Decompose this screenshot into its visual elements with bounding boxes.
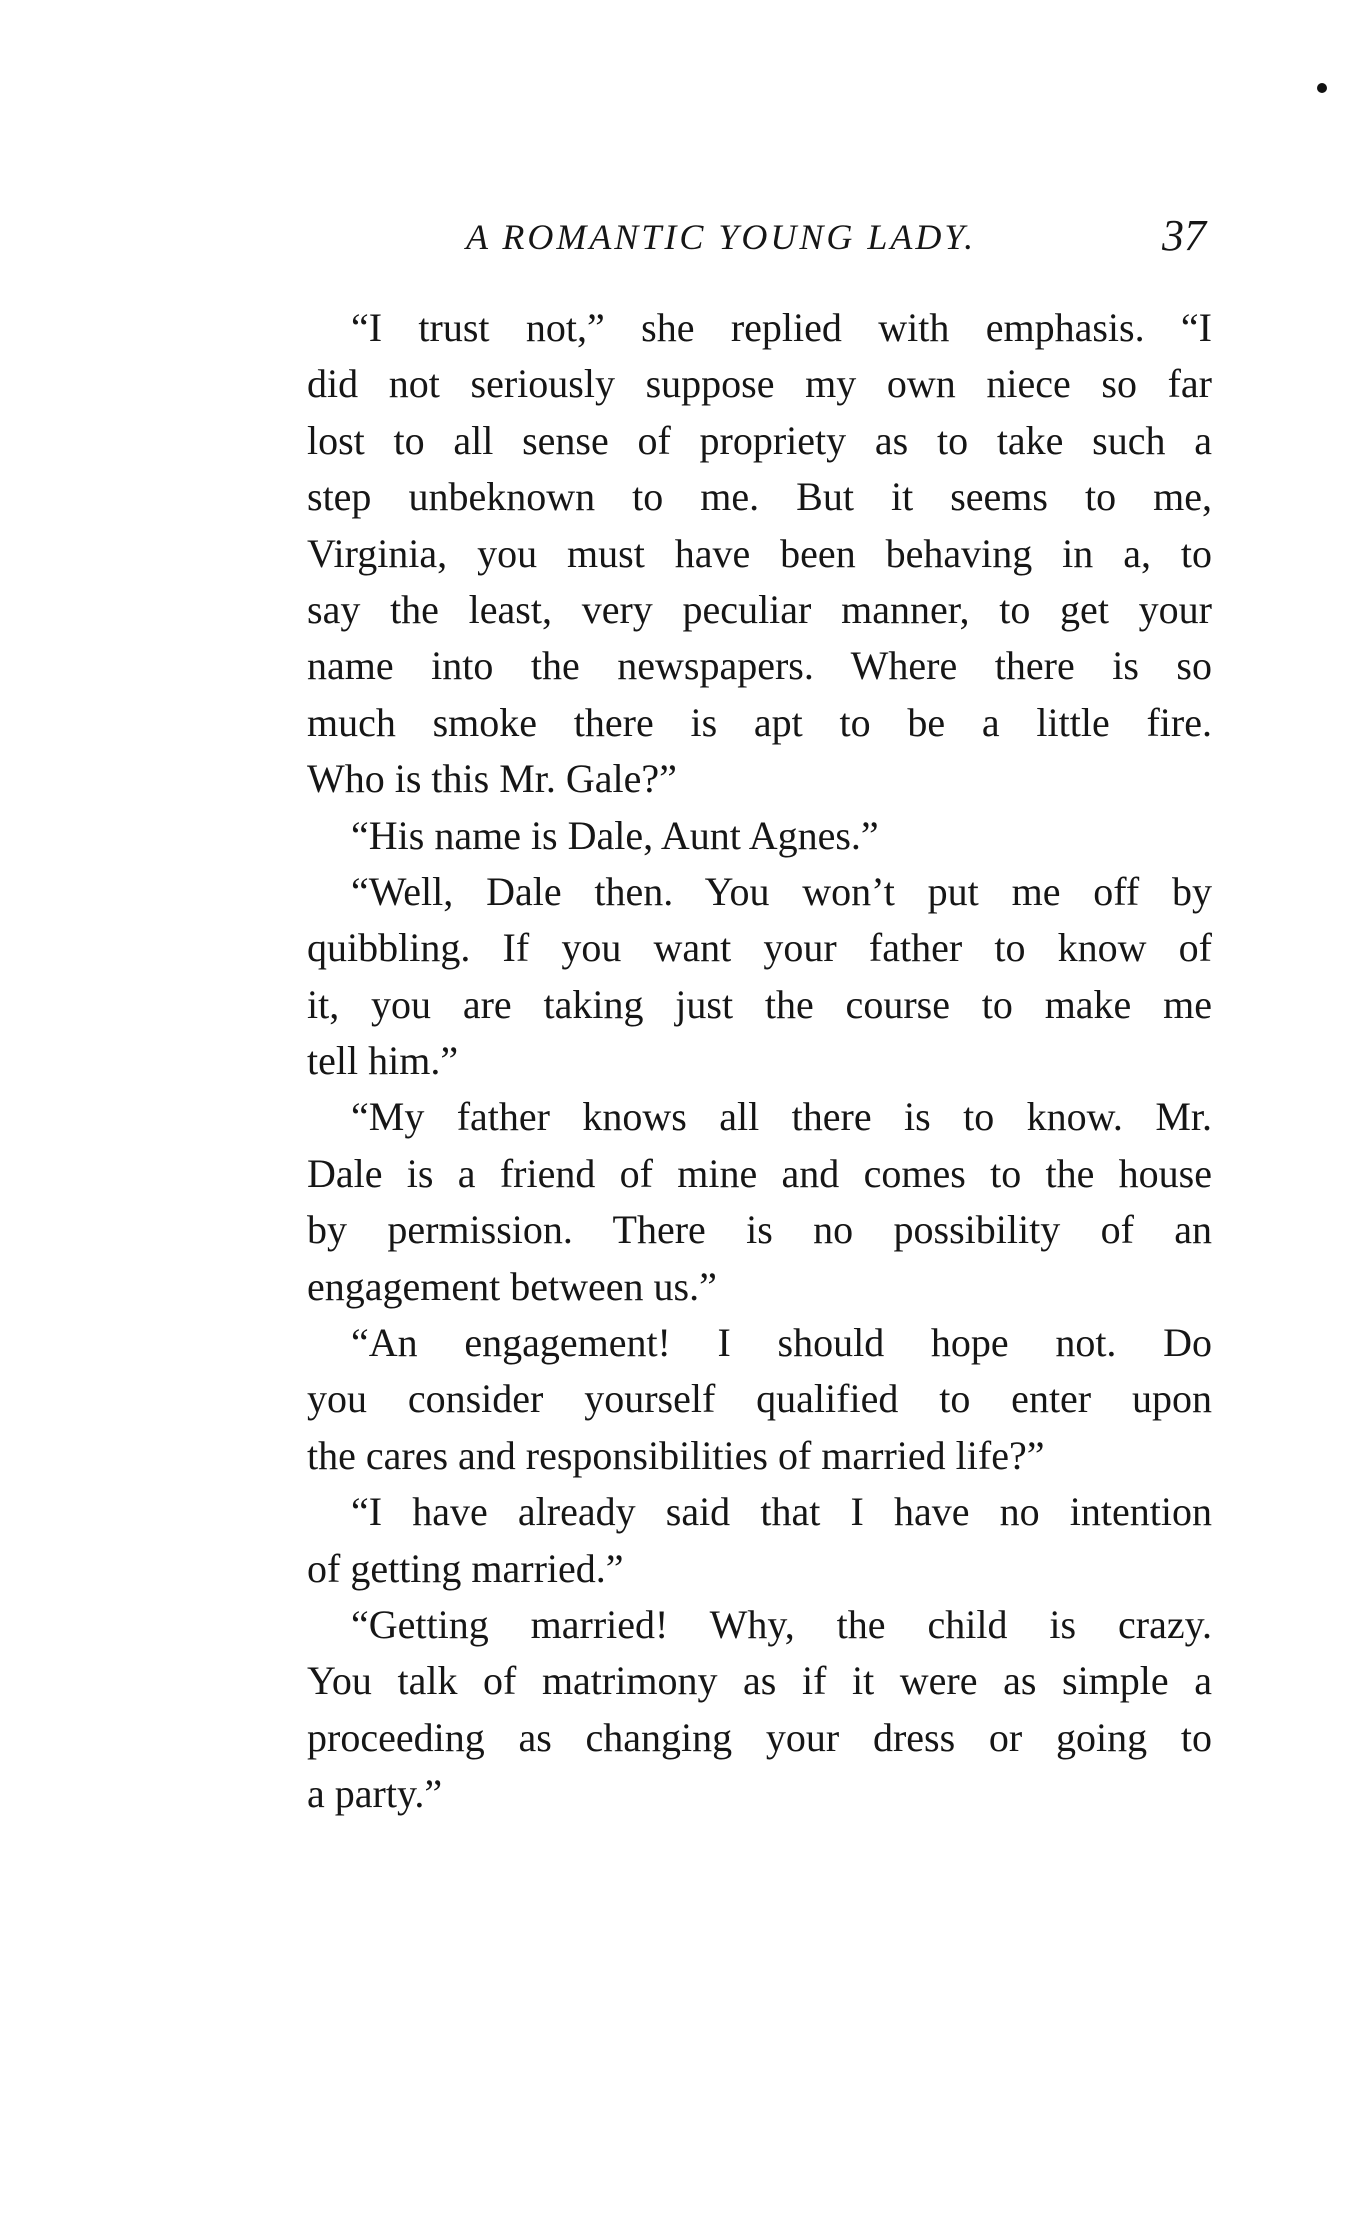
running-title: A ROMANTIC YOUNG LADY. [466,217,977,257]
text-line: “Getting married! Why, the child is crazy. [351,1601,1212,1647]
text-line: “An engagement! I should hope not. Do [351,1320,1212,1366]
text-line: Who is this Mr. Gale?” [307,756,677,802]
text-line: step unbeknown to me. But it seems to me, [307,474,1212,520]
text-line: of getting married.” [307,1545,624,1591]
text-line: quibbling. If you want your father to know of [307,925,1212,971]
text-line: tell him.” [307,1038,459,1084]
text-line: Virginia, you must have been behaving in a, to [307,530,1212,576]
body-text [307,300,1212,1823]
text-line: the cares and responsibilities of married life?” [307,1432,1045,1478]
text-line: “My father knows all there is to know. Mr. [351,1094,1212,1140]
text-line: say the least, very peculiar manner, to get your [307,586,1212,632]
text-line: engagement between us.” [307,1263,717,1309]
ink-speck [1317,83,1327,93]
page-number: 37 [1162,211,1206,260]
text-line: “I have already said that I have no intention [351,1489,1212,1535]
text-line: a party.” [307,1771,443,1817]
text-line: proceeding as changing your dress or going to [307,1714,1212,1760]
text-line: it, you are taking just the course to make me [307,981,1212,1027]
text-line: by permission. There is no possibility of an [307,1207,1212,1253]
text-line: much smoke there is apt to be a little fire. [307,699,1212,745]
text-line: name into the newspapers. Where there is so [307,643,1212,689]
text-line: You talk of matrimony as if it were as simple a [307,1658,1212,1704]
text-line: “Well, Dale then. You won’t put me off by [351,868,1212,914]
text-line: “I trust not,” she replied with emphasis. “I [351,305,1212,350]
text-line: you consider yourself qualified to enter upon [307,1376,1212,1422]
text-line: lost to all sense of propriety as to take such a [307,417,1212,463]
page-header [0,210,1360,270]
text-line: did not seriously suppose my own niece so far [307,361,1212,407]
text-line: “His name is Dale, Aunt Agnes.” [351,812,879,858]
text-line: Dale is a friend of mine and comes to the house [307,1150,1212,1196]
